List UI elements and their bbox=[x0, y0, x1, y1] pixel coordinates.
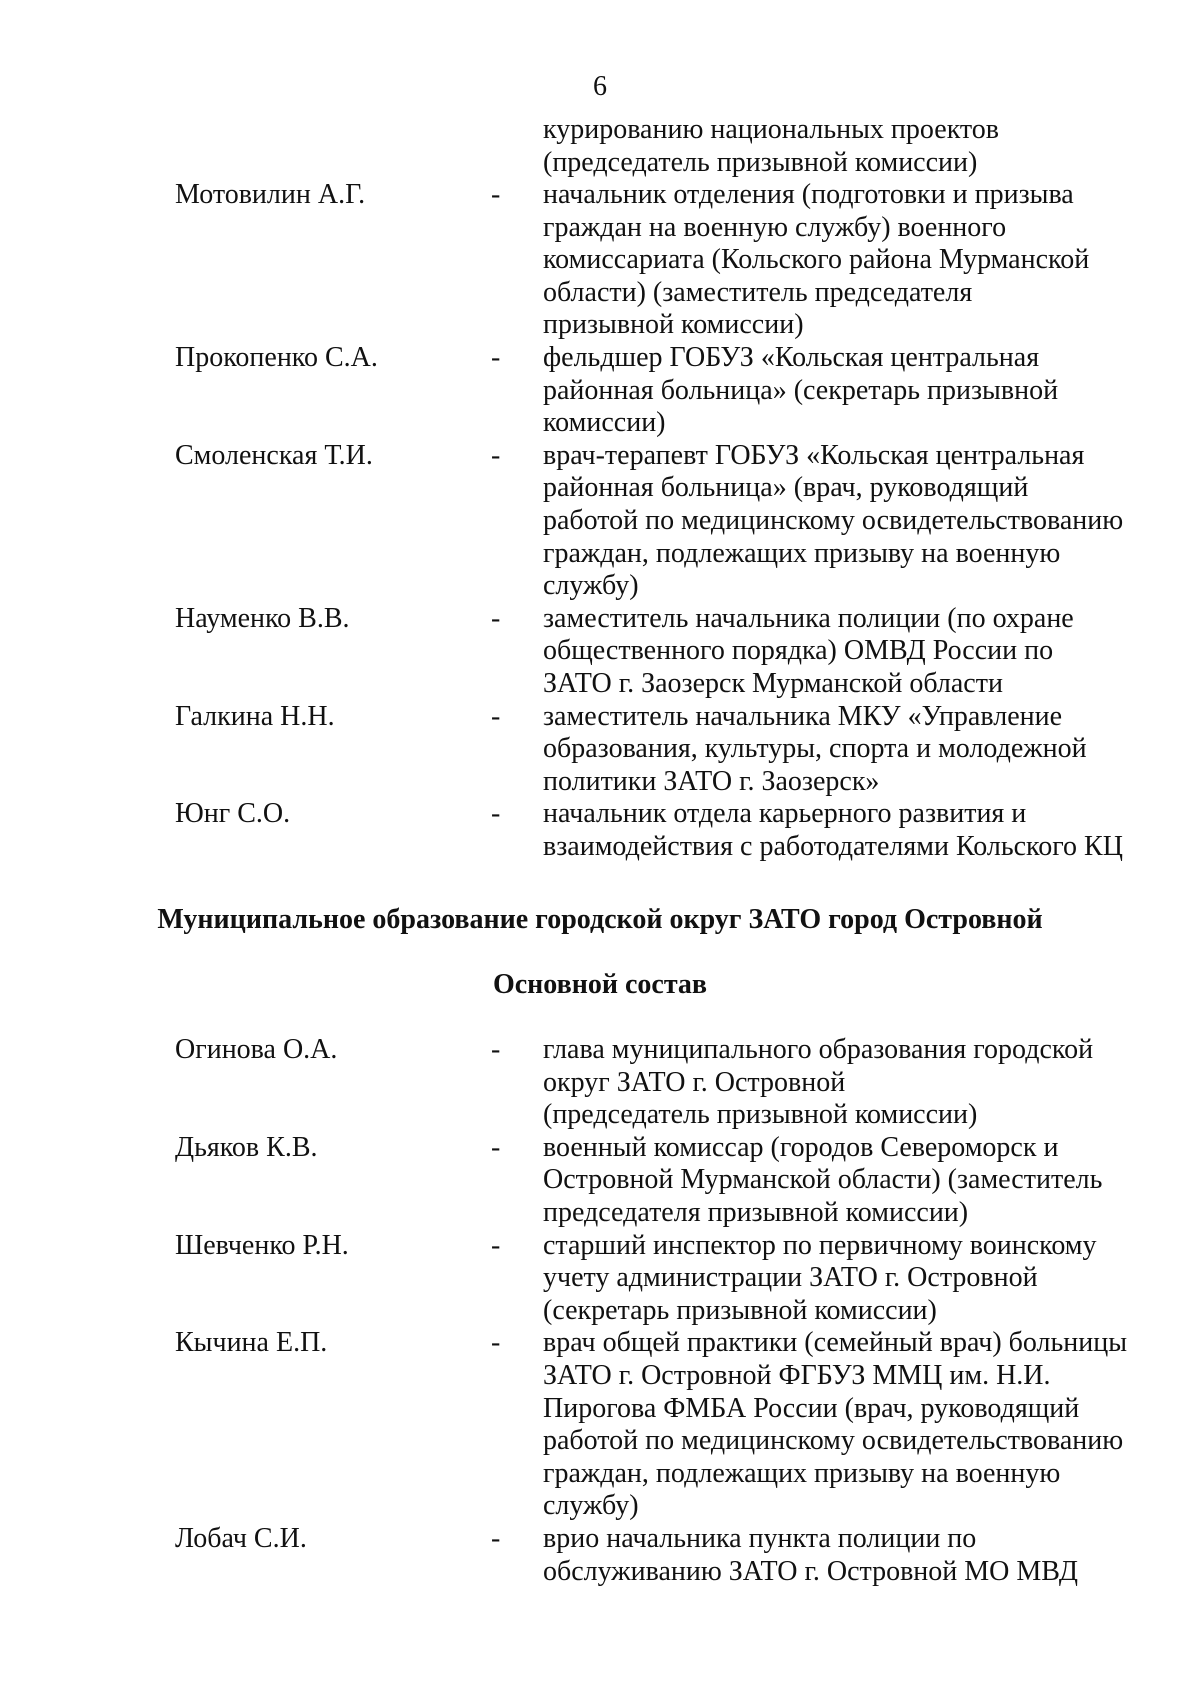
position-line: комиссариата (Кольского района Мурманской bbox=[543, 244, 1090, 276]
member-position bbox=[543, 1523, 1200, 1588]
continuation-text bbox=[543, 114, 999, 179]
member-position bbox=[543, 701, 1200, 799]
member-name: Смоленская Т.И. bbox=[175, 439, 373, 471]
position-line: начальник отдела карьерного развития и bbox=[543, 798, 1027, 830]
position-line: врач-терапевт ГОБУЗ «Кольская центральная bbox=[543, 439, 1085, 471]
section-title: Муниципальное образование городской округ ЗАТО город Островной bbox=[157, 904, 1043, 935]
position-line: граждан на военную службу) военного bbox=[543, 211, 1007, 243]
position-line: ЗАТО г. Заозерск Мурманской области bbox=[543, 667, 1003, 699]
member-entry bbox=[0, 1230, 1200, 1328]
member-entry bbox=[0, 1327, 1200, 1523]
position-line: районная больница» (врач, руководящий bbox=[543, 472, 1029, 504]
member-name: Науменко В.В. bbox=[175, 602, 350, 634]
position-line: (председатель призывной комиссии) bbox=[543, 1099, 978, 1131]
position-line: Островной Мурманской области) (заместитель bbox=[543, 1164, 1103, 1196]
position-line: взаимодействия с работодателями Кольского КЦ bbox=[543, 830, 1123, 862]
position-line: глава муниципального образования городской bbox=[543, 1034, 1094, 1065]
member-position bbox=[543, 1132, 1200, 1230]
member-name: Мотовилин А.Г. bbox=[175, 179, 366, 210]
dash-separator: - bbox=[491, 700, 501, 732]
position-line: учету администрации ЗАТО г. Островной bbox=[543, 1262, 1038, 1294]
member-name: Кычина Е.П. bbox=[175, 1327, 328, 1359]
dash-separator: - bbox=[491, 1229, 501, 1261]
member-entry bbox=[0, 440, 1200, 603]
position-line: военный комиссар (городов Североморск и bbox=[543, 1131, 1059, 1163]
position-line: начальник отделения (подготовки и призыва bbox=[543, 179, 1074, 210]
page-number: 6 bbox=[593, 71, 607, 102]
position-line: врач общей практики (семейный врач) больницы bbox=[543, 1327, 1128, 1359]
position-line: политики ЗАТО г. Заозерск» bbox=[543, 765, 880, 797]
dash-separator: - bbox=[491, 1522, 501, 1554]
position-line: (секретарь призывной комиссии) bbox=[543, 1294, 937, 1326]
member-entry bbox=[0, 179, 1200, 342]
member-entry bbox=[0, 798, 1200, 863]
member-entry bbox=[0, 1132, 1200, 1230]
member-position bbox=[543, 1327, 1200, 1523]
member-name: Шевченко Р.Н. bbox=[175, 1229, 349, 1261]
dash-separator: - bbox=[491, 341, 501, 373]
member-position bbox=[543, 603, 1200, 701]
member-position bbox=[543, 179, 1200, 342]
position-line: обслуживанию ЗАТО г. Островной МО МВД bbox=[543, 1555, 1078, 1587]
position-line: фельдшер ГОБУЗ «Кольская центральная bbox=[543, 341, 1040, 373]
position-line: общественного порядка) ОМВД России по bbox=[543, 635, 1054, 667]
position-line: округ ЗАТО г. Островной bbox=[543, 1066, 846, 1098]
position-line: врио начальника пункта полиции по bbox=[543, 1522, 977, 1554]
member-entry bbox=[0, 701, 1200, 799]
dash-separator: - bbox=[491, 439, 501, 471]
dash-separator: - bbox=[491, 602, 501, 634]
position-line: граждан, подлежащих призыву на военную bbox=[543, 537, 1061, 569]
position-line: образования, культуры, спорта и молодежной bbox=[543, 733, 1087, 765]
position-line: граждан, подлежащих призыву на военную bbox=[543, 1457, 1061, 1489]
position-line: призывной комиссии) bbox=[543, 309, 804, 341]
member-position bbox=[543, 440, 1200, 603]
member-position bbox=[543, 1230, 1200, 1328]
continuation-line: курированию национальных проектов bbox=[543, 114, 1000, 145]
position-line: старший инспектор по первичному воинскому bbox=[543, 1229, 1097, 1261]
member-position bbox=[543, 798, 1200, 863]
member-name: Галкина Н.Н. bbox=[175, 700, 335, 732]
subsection-title: Основной состав bbox=[492, 969, 708, 1000]
member-position bbox=[543, 342, 1200, 440]
position-line: службу) bbox=[543, 570, 639, 602]
dash-separator: - bbox=[491, 179, 501, 210]
position-line: председателя призывной комиссии) bbox=[543, 1196, 969, 1228]
member-entry bbox=[0, 1523, 1200, 1588]
member-name: Дьяков К.В. bbox=[175, 1131, 318, 1163]
member-name: Лобач С.И. bbox=[175, 1522, 307, 1554]
dash-separator: - bbox=[491, 1131, 501, 1163]
member-name: Юнг С.О. bbox=[175, 798, 291, 830]
member-entry bbox=[0, 342, 1200, 440]
dash-separator: - bbox=[491, 1034, 501, 1065]
position-line: заместитель начальника МКУ «Управление bbox=[543, 700, 1063, 732]
member-name: Прокопенко С.А. bbox=[175, 341, 378, 373]
commission-members-list-2 bbox=[0, 1034, 1200, 1588]
position-line: области) (заместитель председателя bbox=[543, 276, 973, 308]
commission-members-list-1 bbox=[0, 179, 1200, 863]
dash-separator: - bbox=[491, 798, 501, 830]
position-line: заместитель начальника полиции (по охране bbox=[543, 602, 1074, 634]
member-entry bbox=[0, 603, 1200, 701]
position-line: работой по медицинскому освидетельствованию bbox=[543, 1425, 1124, 1457]
position-line: комиссии) bbox=[543, 407, 666, 439]
position-line: районная больница» (секретарь призывной bbox=[543, 374, 1059, 406]
member-position bbox=[543, 1034, 1200, 1132]
position-line: работой по медицинскому освидетельствованию bbox=[543, 504, 1124, 536]
position-line: службу) bbox=[543, 1490, 639, 1522]
member-name: Огинова О.А. bbox=[175, 1034, 338, 1065]
position-line: ЗАТО г. Островной ФГБУЗ ММЦ им. Н.И. bbox=[543, 1359, 1051, 1391]
position-line: Пирогова ФМБА России (врач, руководящий bbox=[543, 1392, 1080, 1424]
continuation-line: (председатель призывной комиссии) bbox=[543, 146, 978, 178]
member-entry bbox=[0, 1034, 1200, 1132]
dash-separator: - bbox=[491, 1327, 501, 1359]
